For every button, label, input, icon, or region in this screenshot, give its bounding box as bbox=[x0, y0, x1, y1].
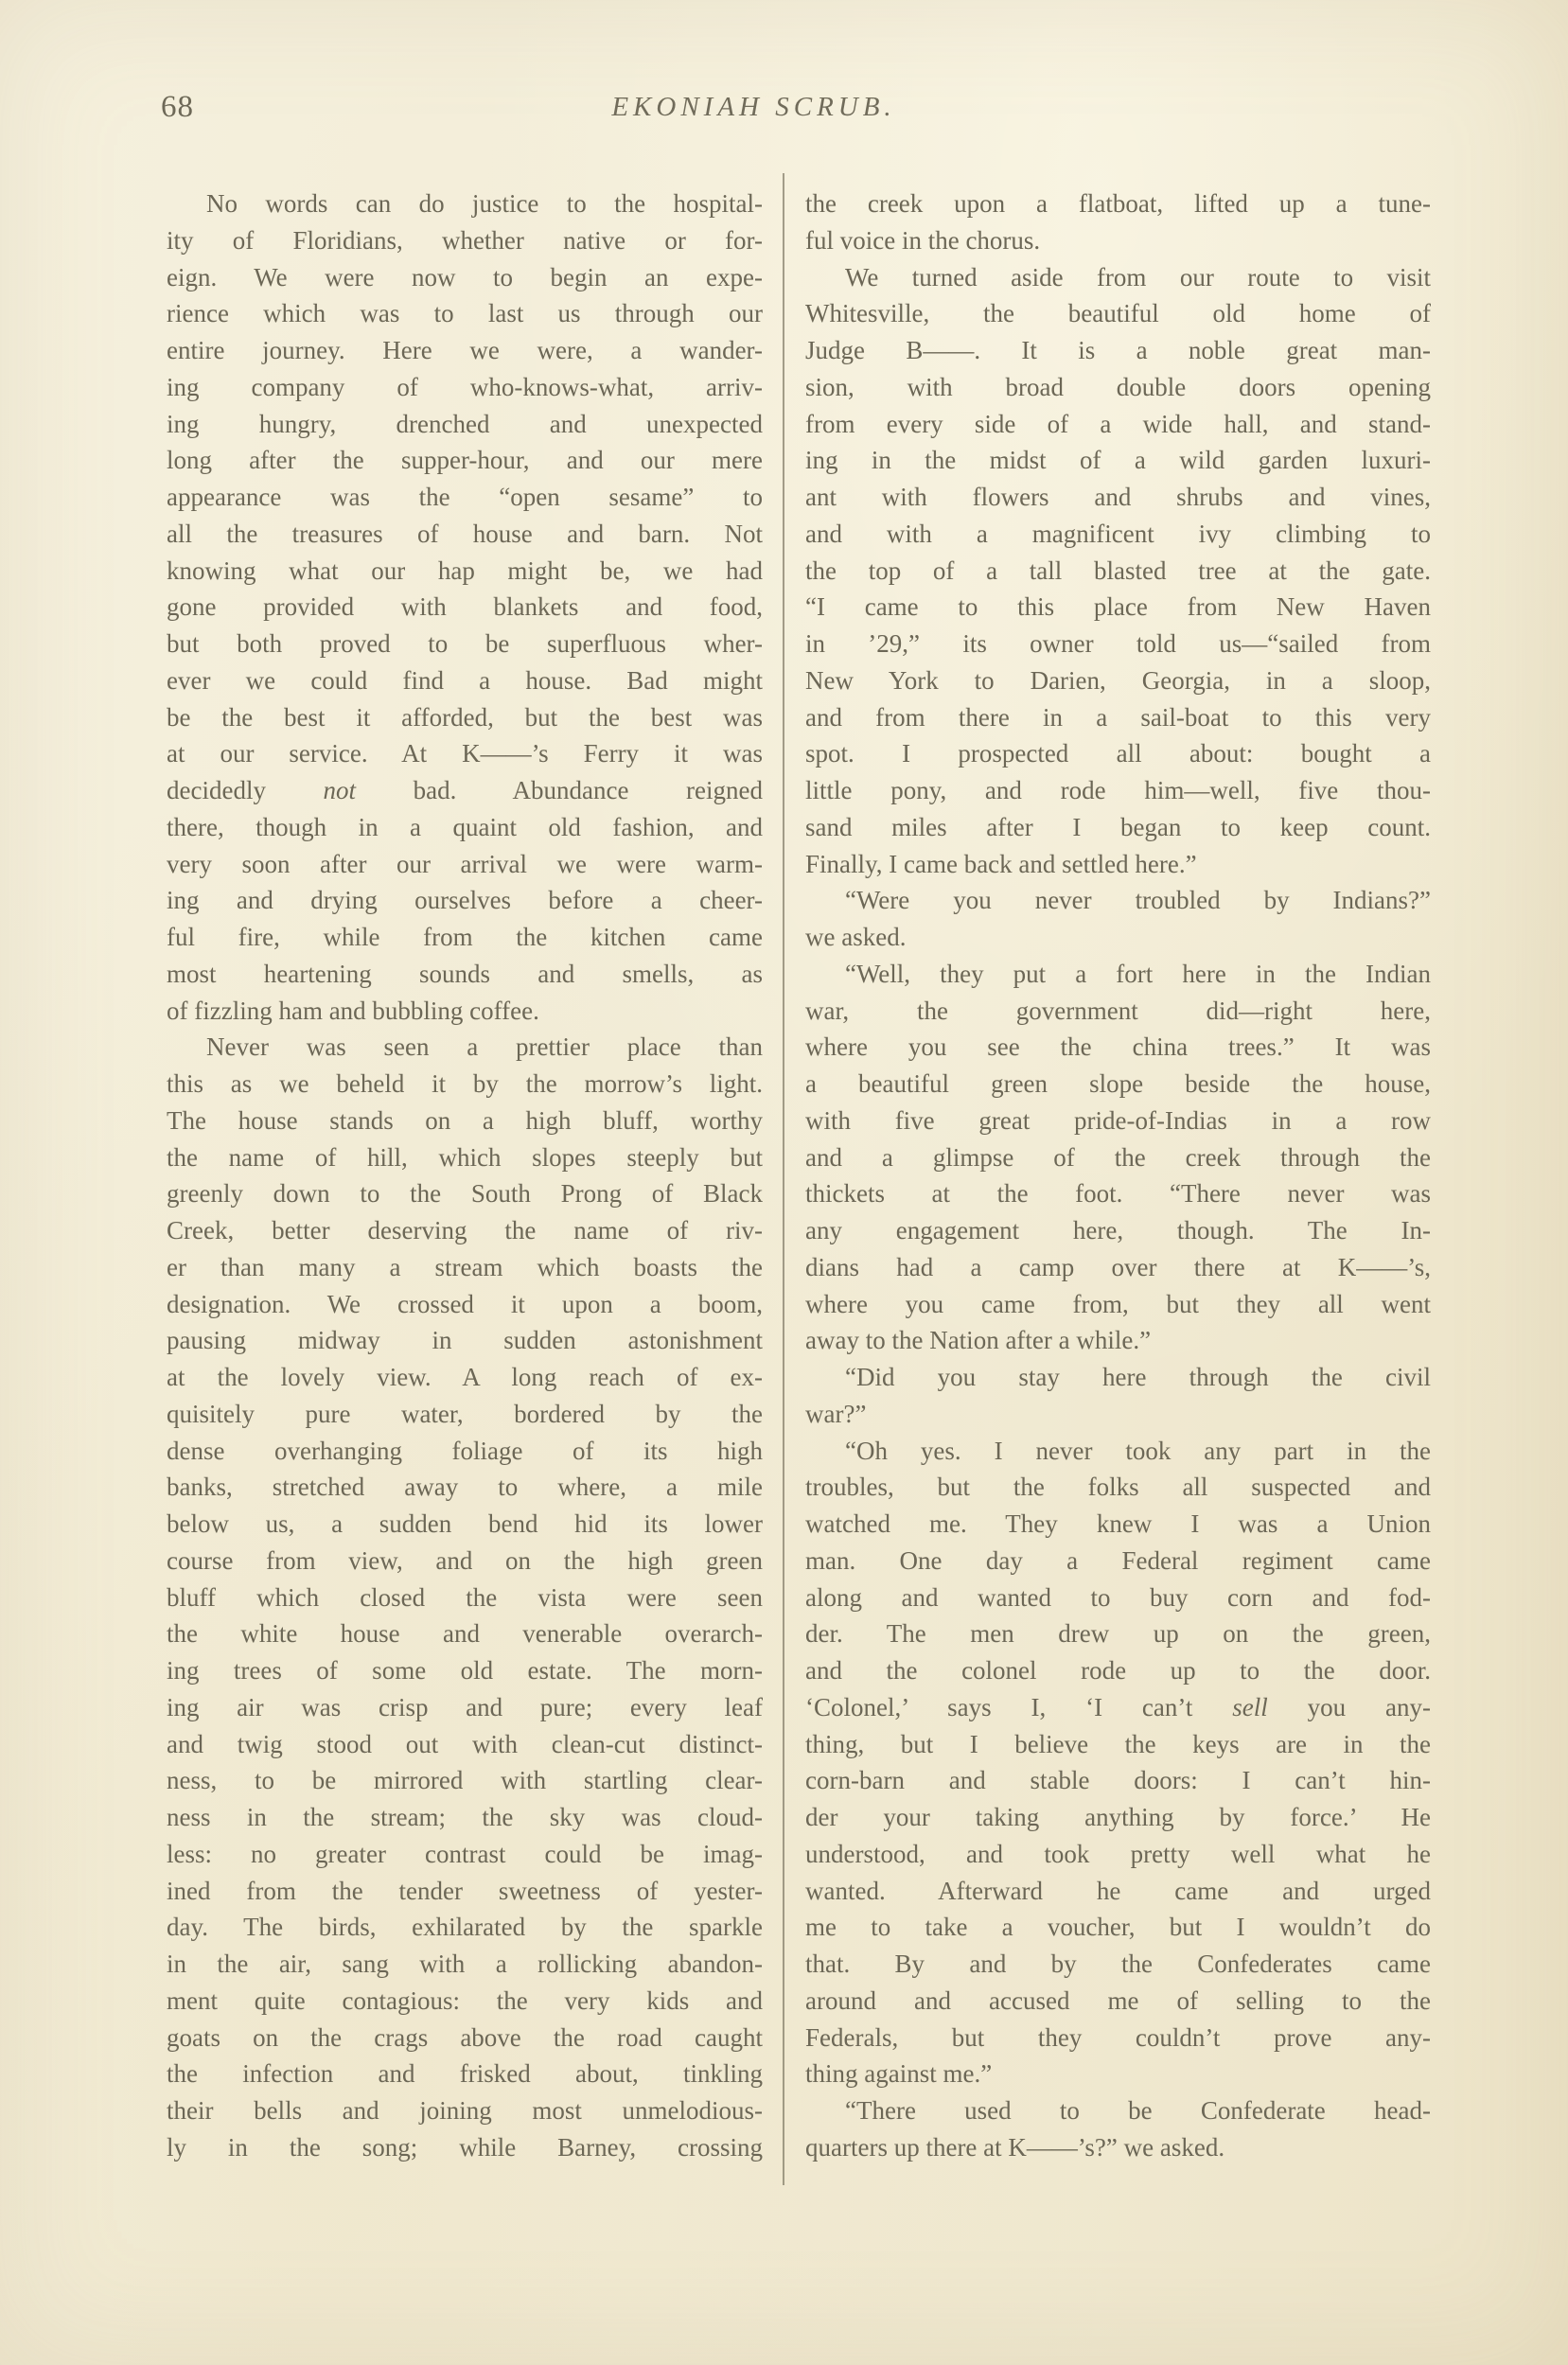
text-line: we asked. bbox=[805, 923, 907, 951]
text-line: gone provided with blankets and food, bbox=[167, 592, 763, 622]
text-line: der. The men drew up on the green, bbox=[805, 1619, 1431, 1649]
text-line: “There used to be Confederate head- bbox=[845, 2096, 1431, 2125]
text-line: bluff which closed the vista were seen bbox=[167, 1582, 763, 1612]
text-line: ness in the stream; the sky was cloud- bbox=[167, 1803, 763, 1831]
text-line: where you see the china trees.” It was bbox=[805, 1032, 1431, 1062]
left-column bbox=[167, 185, 763, 2166]
text-line: very soon after our arrival we were warm- bbox=[167, 849, 763, 878]
text-line: at our service. At K——’s Ferry it was bbox=[167, 739, 763, 768]
text-line: ment quite contagious: the very kids and bbox=[167, 1986, 763, 2015]
text-line: ing hungry, drenched and unexpected bbox=[167, 409, 763, 438]
text-line: and the colonel rode up to the door. bbox=[805, 1656, 1431, 1685]
text-line: “Did you stay here through the civil bbox=[845, 1363, 1431, 1391]
text-line: day. The birds, exhilarated by the sparkle bbox=[167, 1913, 763, 1942]
text-line: the name of hill, which slopes steeply but bbox=[167, 1142, 763, 1172]
text-line: man. One day a Federal regiment came bbox=[805, 1545, 1431, 1575]
text-line: thickets at the foot. “There never was bbox=[805, 1179, 1431, 1209]
text-line: ined from the tender sweetness of yester- bbox=[167, 1876, 763, 1905]
text-line: eign. We were now to begin an expe- bbox=[167, 262, 763, 291]
text-line: knowing what our hap might be, we had bbox=[167, 556, 763, 585]
text-line: in the air, sang with a rollicking abandon- bbox=[167, 1950, 763, 1978]
text-line: goats on the crags above the road caught bbox=[167, 2022, 763, 2052]
text-line: watched me. They knew I was a Union bbox=[805, 1509, 1431, 1538]
text-line: ant with flowers and shrubs and vines, bbox=[805, 483, 1431, 511]
text-line: ‘Colonel,’ says I, ‘I can’t sell you any- bbox=[805, 1692, 1431, 1721]
text-line: from every side of a wide hall, and stand- bbox=[805, 409, 1431, 438]
text-line: “Were you never troubled by Indians?” bbox=[845, 886, 1431, 915]
text-line: quarters up there at K——’s?” we asked. bbox=[805, 2132, 1225, 2162]
text-line: the creek upon a flatboat, lifted up a tune- bbox=[805, 189, 1431, 218]
right-column bbox=[805, 185, 1431, 2166]
text-line: most heartening sounds and smells, as bbox=[167, 959, 763, 988]
text-line: thing, but I believe the keys are in the bbox=[805, 1729, 1431, 1758]
text-line: there, though in a quaint old fashion, and bbox=[167, 812, 763, 841]
text-line: ing in the midst of a wild garden luxuri- bbox=[805, 446, 1431, 475]
text-line: along and wanted to buy corn and fod- bbox=[805, 1582, 1431, 1612]
text-line: but both proved to be superfluous wher- bbox=[167, 629, 763, 658]
text-line: spot. I prospected all about: bought a bbox=[805, 739, 1431, 768]
text-line: The house stands on a high bluff, worthy bbox=[167, 1105, 763, 1135]
text-line: der your taking anything by force.’ He bbox=[805, 1803, 1431, 1831]
text-line: “I came to this place from New Haven bbox=[805, 592, 1431, 622]
text-line: where you came from, but they all went bbox=[805, 1289, 1431, 1318]
text-line: with five great pride-of-Indias in a row bbox=[805, 1105, 1431, 1135]
text-line: greenly down to the South Prong of Black bbox=[167, 1179, 763, 1209]
running-header-title: EKONIAH SCRUB. bbox=[611, 92, 896, 122]
text-line: war, the government did—right here, bbox=[805, 996, 1431, 1025]
text-line: the top of a tall blasted tree at the gate. bbox=[805, 556, 1431, 585]
text-line: Creek, better deserving the name of riv- bbox=[167, 1216, 763, 1244]
text-line: Federals, but they couldn’t prove any- bbox=[805, 2022, 1431, 2052]
text-line: be the best it afforded, but the best was bbox=[167, 702, 763, 732]
text-line: dians had a camp over there at K——’s, bbox=[805, 1252, 1431, 1281]
text-line: the infection and frisked about, tinkling bbox=[167, 2059, 763, 2089]
text-line: below us, a sudden bend hid its lower bbox=[167, 1509, 763, 1538]
text-line: wanted. Afterward he came and urged bbox=[805, 1876, 1431, 1905]
text-line: all the treasures of house and barn. Not bbox=[167, 519, 763, 548]
text-line: a beautiful green slope beside the house, bbox=[805, 1069, 1431, 1098]
text-line: sion, with broad double doors opening bbox=[805, 372, 1431, 401]
text-line: “Oh yes. I never took any part in the bbox=[845, 1436, 1431, 1465]
text-line: war?” bbox=[805, 1399, 867, 1428]
text-line: dense overhanging foliage of its high bbox=[167, 1436, 763, 1465]
text-line: course from view, and on the high green bbox=[167, 1545, 763, 1575]
text-line: No words can do justice to the hospital- bbox=[206, 189, 763, 218]
text-line: ing trees of some old estate. The morn- bbox=[167, 1656, 763, 1685]
text-line: troubles, but the folks all suspected and bbox=[805, 1473, 1431, 1502]
text-line: corn-barn and stable doors: I can’t hin- bbox=[805, 1766, 1431, 1795]
text-line: their bells and joining most unmelodious- bbox=[167, 2096, 763, 2125]
text-line: of fizzling ham and bubbling coffee. bbox=[167, 996, 539, 1025]
text-line: little pony, and rode him—well, five thou- bbox=[805, 776, 1431, 804]
text-line: banks, stretched away to where, a mile bbox=[167, 1473, 763, 1502]
text-line: thing against me.” bbox=[805, 2059, 993, 2089]
text-line: We turned aside from our route to visit bbox=[845, 262, 1431, 291]
text-line: ful voice in the chorus. bbox=[805, 225, 1041, 255]
page-number: 68 bbox=[161, 90, 194, 124]
text-line: and from there in a sail-boat to this very bbox=[805, 702, 1431, 732]
text-line: New York to Darien, Georgia, in a sloop, bbox=[805, 665, 1431, 695]
text-line: ing air was crisp and pure; every leaf bbox=[167, 1692, 763, 1721]
text-line: decidedly not bad. Abundance reigned bbox=[167, 776, 763, 804]
text-line: sand miles after I began to keep count. bbox=[805, 812, 1431, 841]
text-line: less: no greater contrast could be imag- bbox=[167, 1839, 763, 1868]
text-line: ful fire, while from the kitchen came bbox=[167, 923, 763, 951]
text-line: in ’29,” its owner told us—“sailed from bbox=[805, 629, 1431, 658]
text-line: ever we could find a house. Bad might bbox=[167, 665, 763, 695]
text-line: around and accused me of selling to the bbox=[805, 1986, 1431, 2015]
text-line: and a glimpse of the creek through the bbox=[805, 1142, 1431, 1172]
text-line: and with a magnificent ivy climbing to bbox=[805, 519, 1431, 548]
text-line: ing and drying ourselves before a cheer- bbox=[167, 886, 763, 915]
text-line: quisitely pure water, bordered by the bbox=[167, 1399, 763, 1428]
text-line: designation. We crossed it upon a boom, bbox=[167, 1289, 763, 1318]
text-line: me to take a voucher, but I wouldn’t do bbox=[805, 1913, 1431, 1942]
text-line: er than many a stream which boasts the bbox=[167, 1252, 763, 1281]
text-line: that. By and by the Confederates came bbox=[805, 1950, 1431, 1978]
text-line: Judge B——. It is a noble great man- bbox=[805, 336, 1431, 364]
text-line: entire journey. Here we were, a wander- bbox=[167, 336, 763, 364]
text-line: Whitesville, the beautiful old home of bbox=[805, 299, 1431, 328]
text-line: Finally, I came back and settled here.” bbox=[805, 849, 1197, 878]
text-line: understood, and took pretty well what he bbox=[805, 1839, 1431, 1868]
text-line: ity of Floridians, whether native or for- bbox=[167, 225, 763, 255]
text-line: the white house and venerable overarch- bbox=[167, 1619, 763, 1649]
text-line: “Well, they put a fort here in the Indian bbox=[845, 959, 1431, 988]
text-line: Never was seen a prettier place than bbox=[206, 1032, 763, 1062]
text-line: ness, to be mirrored with startling clear- bbox=[167, 1766, 763, 1795]
column-divider-rule bbox=[783, 173, 784, 2185]
text-line: ly in the song; while Barney, crossing bbox=[167, 2132, 763, 2162]
text-line: this as we beheld it by the morrow’s light. bbox=[167, 1069, 763, 1098]
text-line: ing company of who-knows-what, arriv- bbox=[167, 372, 763, 401]
text-line: at the lovely view. A long reach of ex- bbox=[167, 1363, 763, 1391]
text-line: long after the supper-hour, and our mere bbox=[167, 446, 763, 475]
text-line: rience which was to last us through our bbox=[167, 299, 763, 328]
text-line: and twig stood out with clean-cut distinct- bbox=[167, 1729, 763, 1758]
text-line: away to the Nation after a while.” bbox=[805, 1326, 1152, 1355]
text-line: any engagement here, though. The In- bbox=[805, 1216, 1431, 1244]
text-line: appearance was the “open sesame” to bbox=[167, 483, 763, 511]
text-line: pausing midway in sudden astonishment bbox=[167, 1326, 763, 1355]
